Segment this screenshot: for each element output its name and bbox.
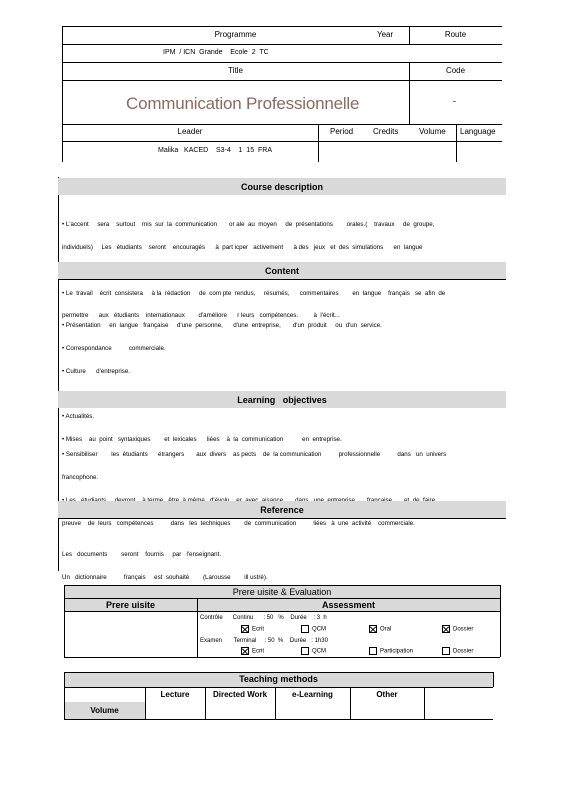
row1-ecrit: Ecrit bbox=[241, 625, 264, 633]
reference-heading: Reference bbox=[260, 505, 304, 515]
code-label: Code bbox=[445, 66, 466, 75]
column-lecture: Lecture bbox=[160, 690, 190, 699]
content-heading: Content bbox=[265, 266, 299, 276]
route-label: Route bbox=[444, 30, 467, 39]
content-text: • Présentation en langue française d'une personne, d'une entreprise, d'un produit ou d'un service. • Correspondance commerciale. • Culture d'entreprise. • Actualités. • Mises au point syntaxiques et lexicales liées à la communication en entreprise. bbox=[62, 322, 382, 444]
checkbox-empty-icon bbox=[369, 647, 377, 655]
checkbox-checked-icon bbox=[241, 625, 249, 633]
volume-label: Volume bbox=[419, 127, 446, 136]
checkbox-empty-icon bbox=[442, 647, 450, 655]
column-e-learning: e-Learning bbox=[292, 690, 333, 699]
course-title: Communication Professionnelle bbox=[126, 94, 360, 113]
learning-objectives-text: • Sensibiliser les étudiants étrangers aux divers as pects de la communication professionnelle dans un univers francophone. preuve de leurs compétences dans les techniques de communication liées à une activité commerciale. bbox=[62, 451, 447, 527]
reference-text: Les documents seront fournis par l'enseignant. Un dictionnaire français est souhaité (Larousse ill ustré). bbox=[62, 551, 268, 581]
controle-line: Contrôle Continu : 50 % Durée : 3 h bbox=[200, 615, 327, 621]
year-label: Year bbox=[377, 30, 394, 39]
column-other: Other bbox=[376, 690, 398, 699]
title-label: Title bbox=[228, 66, 243, 75]
course-description-heading: Course description bbox=[240, 182, 323, 192]
row2-qcm: QCM bbox=[301, 647, 326, 655]
row2-ecrit: Ecrit bbox=[241, 647, 264, 655]
credits-label: Credits bbox=[373, 127, 399, 136]
row1-dossier: Dossier bbox=[442, 625, 473, 633]
language-label: Language bbox=[460, 127, 496, 136]
checkbox-empty-icon bbox=[301, 647, 309, 655]
programme-label: Programme bbox=[214, 30, 257, 39]
row1-qcm: QCM bbox=[301, 625, 326, 633]
code-value: - bbox=[453, 96, 456, 106]
checkbox-checked-icon bbox=[369, 625, 377, 633]
checkbox-empty-icon bbox=[301, 625, 309, 633]
checkbox-checked-icon bbox=[442, 625, 450, 633]
prerequisite-col-label: Prere uisite bbox=[105, 600, 156, 610]
column-directed-work: Directed Work bbox=[212, 690, 268, 699]
row2-dossier: Dossier bbox=[442, 647, 473, 655]
examen-line: Examen Terminal : 50 % Durée : 1h30 bbox=[200, 638, 328, 644]
prerequisite-heading: Prere uisite & Evaluation bbox=[232, 587, 332, 597]
row1-oral: Oral bbox=[369, 625, 391, 633]
course-description-text: • L'accent sera surtout mis sur la communication or ale au moyen de présentations orales.( travaux de groupe, individuels) Les étudiants seront encouragés à part icper activement à des jeux et des simulations en langue • Le travail écrit consistera à la rédaction de com pte rendus, résumés, commentaires en langue français se afin de permettre aux étudiants internationaux d'améliore r leurs compétences. à l'écrit... bbox=[62, 221, 446, 320]
row2-participation: Participation bbox=[369, 647, 413, 655]
assessment-col-label: Assessment bbox=[321, 600, 376, 610]
leader-value: Malika KACED S3-4 1 15 FRA bbox=[158, 147, 272, 154]
checkbox-checked-icon bbox=[241, 647, 249, 655]
leader-label: Leader bbox=[177, 127, 203, 136]
volume-row-label: Volume bbox=[90, 706, 119, 715]
period-label: Period bbox=[330, 127, 354, 136]
learning-objectives-heading: Learning objectives bbox=[237, 395, 327, 405]
programme-value: IPM / ICN Grande Ecole 2 TC bbox=[163, 49, 269, 56]
teaching-methods-heading: Teaching methods bbox=[239, 674, 318, 684]
